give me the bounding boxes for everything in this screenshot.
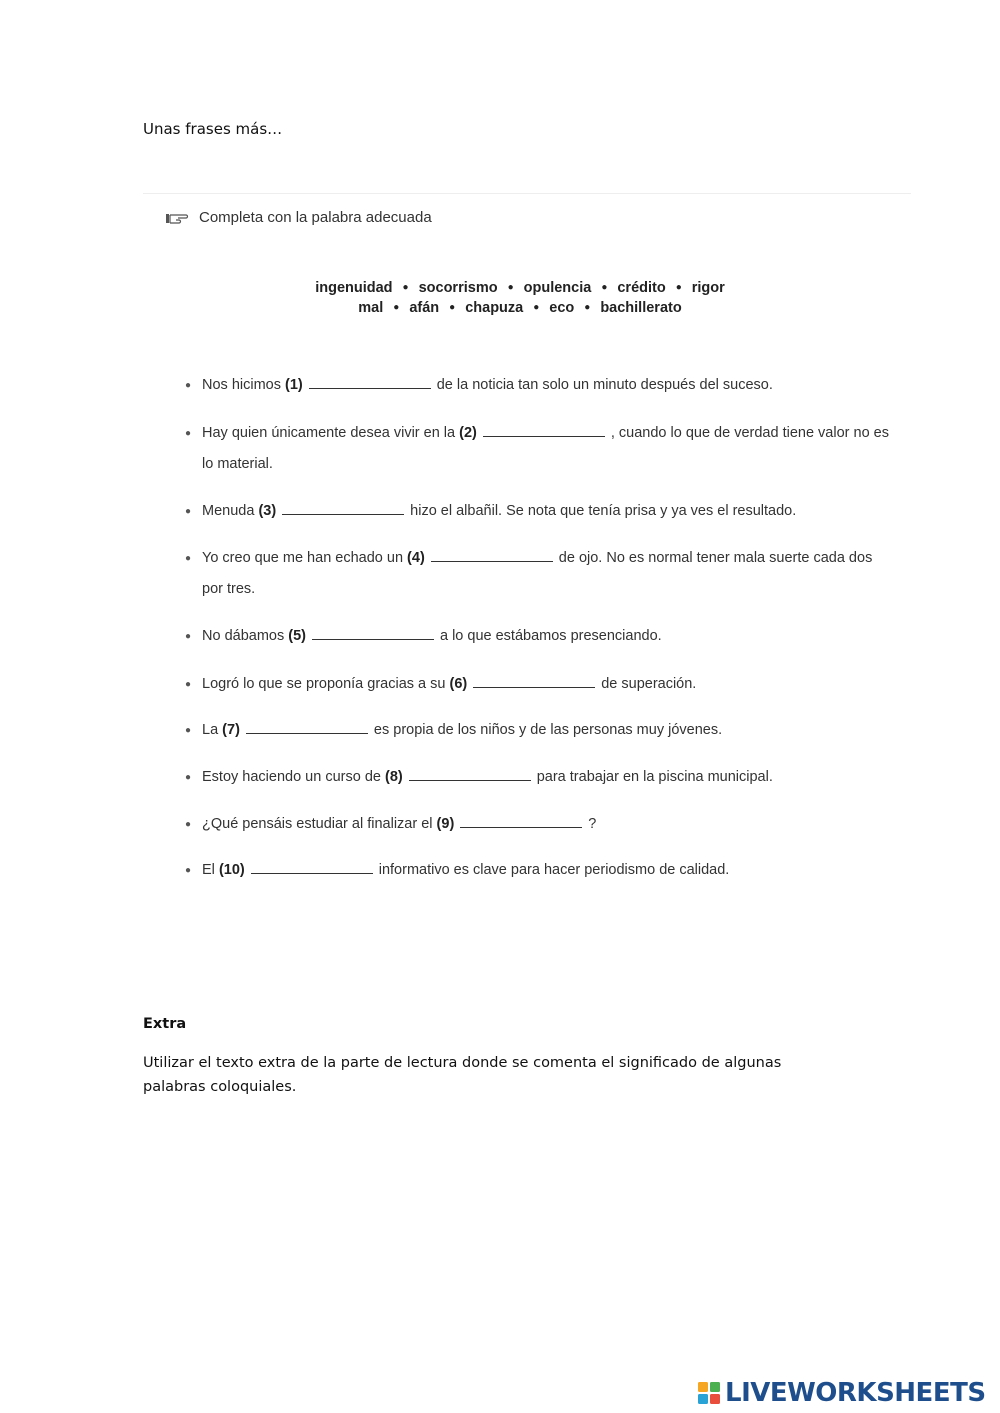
word-bank-word: mal [358,300,384,317]
sentence-item [185,621,895,652]
separator-dot: ● [449,302,456,314]
sentence-before: La [202,722,219,738]
bullet-icon: ● [185,865,192,876]
blank-number: (3) [258,503,277,519]
separator-dot: ● [584,302,591,314]
word-bank-word: chapuza [465,300,524,317]
blank-input[interactable] [309,374,431,389]
sentence-before: Logró lo que se proponía gracias a su [202,676,446,692]
blank-input[interactable] [312,625,434,640]
sentence-before: Nos hicimos [202,377,281,393]
bullet-icon: ● [185,679,192,690]
bullet-icon: ● [185,380,192,391]
blank-number: (10) [218,862,245,878]
blank-number: (2) [459,425,477,441]
word-bank-word: rigor [691,280,725,296]
blank-input[interactable] [246,719,368,734]
sentence-after: informativo es clave para hacer periodismo de calidad. [378,862,730,878]
word-bank-row-2 [200,298,840,318]
word-bank-word: eco [549,300,575,317]
extra-text: Utilizar el texto extra de la parte de lectura donde se comenta el significado de algunas palabras coloquiales. [143,1055,782,1095]
word-bank-word: crédito [617,280,666,296]
word-bank-word: ingenuidad [315,280,393,296]
blank-number: (5) [288,628,306,644]
word-bank-row-1 [200,278,840,298]
bullet-icon: ● [185,506,192,517]
blank-number: (1) [285,377,303,393]
blank-input[interactable] [409,766,531,781]
separator-dot: ● [507,282,514,294]
sentence-after: a lo que estábamos presenciando. [439,628,662,644]
instruction-text: Completa con la palabra adecuada [199,209,432,226]
sentence-before: Estoy haciendo un curso de [202,769,381,785]
sentence-item [185,715,895,746]
blank-number: (7) [222,722,240,738]
liveworksheets-logo [697,1378,986,1408]
sentence-after: es propia de los niños y de las personas muy jóvenes. [373,722,723,738]
sentence-after: de ojo. No es normal tener mala suerte cada dos por tres. [202,550,873,597]
instruction-line [165,209,432,226]
bullet-icon: ● [185,631,192,642]
sentence-after: hizo el albañil. Se nota que tenía prisa y ya ves el resultado. [410,503,797,519]
brand-name: LIVEWORKSHEETS [725,1378,986,1408]
divider [143,193,911,194]
sentence-item [185,418,895,480]
sentence-after: de la noticia tan solo un minuto después del suceso. [436,377,773,393]
sentence-item [185,762,895,793]
word-bank-word: bachillerato [600,300,682,317]
sentence-before: Menuda [202,503,255,519]
sentence-before: ¿Qué pensáis estudiar al finalizar el [202,816,433,832]
blank-number: (4) [407,550,425,566]
word-bank [200,278,840,318]
sentence-after: para trabajar en la piscina municipal. [536,769,773,785]
word-bank-word: socorrismo [418,280,498,296]
liveworksheets-logo-icon [697,1381,721,1405]
sentence-item [185,855,895,886]
sentence-item [185,496,895,527]
sentence-item [185,669,895,700]
bullet-icon: ● [185,772,192,783]
bullet-icon: ● [185,819,192,830]
blank-input[interactable] [460,813,582,828]
sentence-after: de superación. [601,676,697,692]
sentence-after: ? [588,816,597,832]
bullet-icon: ● [185,428,192,439]
sentence-item [185,543,895,605]
intro-text: Unas frases más… [143,120,283,138]
blank-input[interactable] [431,547,553,562]
blank-input[interactable] [483,422,605,437]
sentence-before: El [202,862,215,878]
word-bank-word: afán [409,300,440,317]
word-bank-word: opulencia [523,280,592,296]
blank-number: (6) [449,676,468,692]
sentence-before: Yo creo que me han echado un [202,550,404,566]
sentence-item [185,370,895,401]
blank-input[interactable] [282,500,404,515]
sentence-after: , cuando lo que de verdad tiene valor no es lo material. [202,425,889,472]
blank-input[interactable] [251,859,373,874]
separator-dot: ● [601,282,608,294]
sentence-before: No dábamos [202,628,285,644]
bullet-icon: ● [185,725,192,736]
pointing-hand-icon [165,210,189,226]
separator-dot: ● [393,302,400,314]
blank-number: (8) [384,769,403,785]
separator-dot: ● [533,302,540,314]
sentence-item [185,809,895,840]
sentence-before: Hay quien únicamente desea vivir en la [202,425,456,441]
blank-number: (9) [436,816,455,832]
separator-dot: ● [675,282,682,294]
separator-dot: ● [402,282,409,294]
blank-input[interactable] [473,673,595,688]
extra-heading: Extra [143,1016,187,1032]
bullet-icon: ● [185,553,192,564]
